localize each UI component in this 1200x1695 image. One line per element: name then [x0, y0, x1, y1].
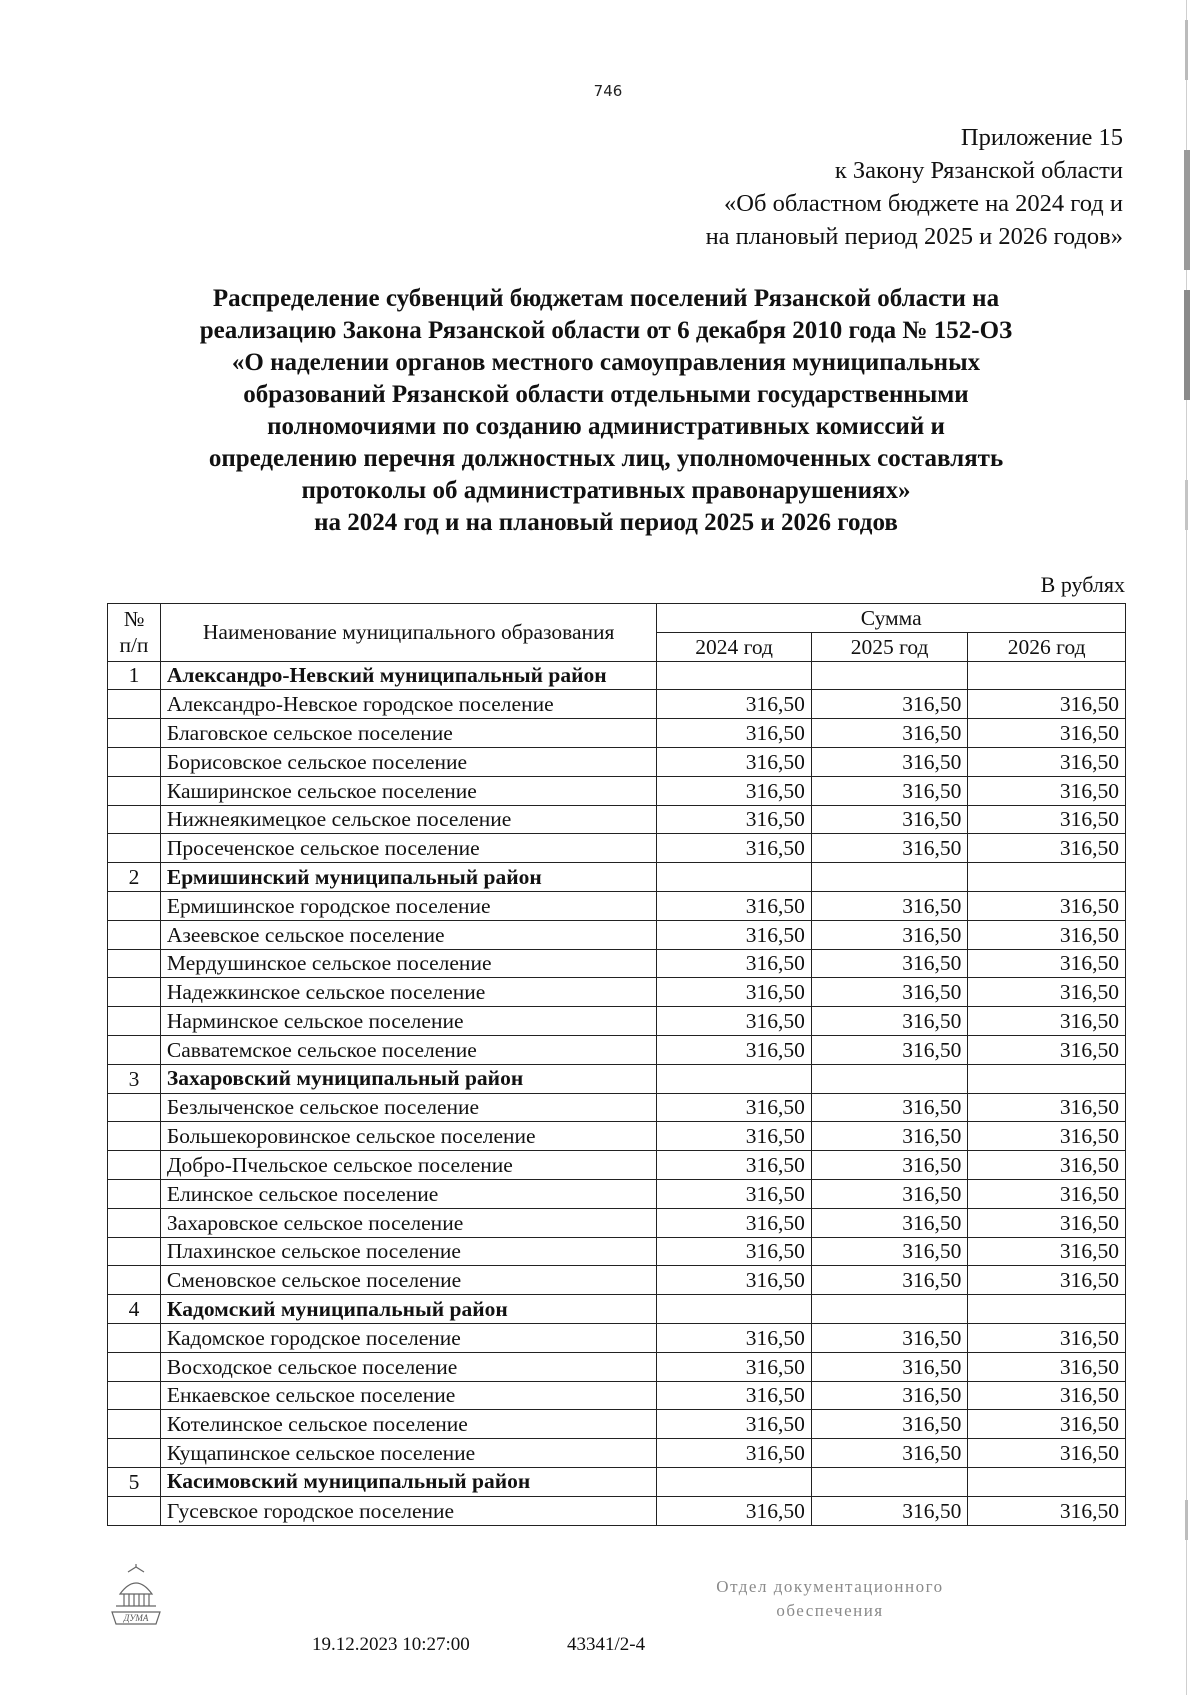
settlement-row	[108, 891, 1126, 920]
settlement-row	[108, 805, 1126, 834]
duma-seal-icon	[106, 1564, 166, 1626]
value-2026: 316,50	[968, 1381, 1126, 1410]
value-2026: 316,50	[968, 949, 1126, 978]
value-2026	[968, 1064, 1126, 1093]
document-title	[106, 283, 1106, 539]
value-2026	[968, 1467, 1126, 1496]
row-number	[108, 891, 161, 920]
value-2026	[968, 661, 1126, 690]
row-number	[108, 949, 161, 978]
row-name: Захаровское сельское поселение	[160, 1208, 657, 1237]
registration-timestamp: 19.12.2023 10:27:00	[312, 1634, 470, 1655]
settlement-row	[108, 920, 1126, 949]
settlement-row	[108, 719, 1126, 748]
value-2026: 316,50	[968, 978, 1126, 1007]
value-2026: 316,50	[968, 1439, 1126, 1468]
value-2025	[811, 1467, 968, 1496]
value-2025: 316,50	[811, 1439, 968, 1468]
value-2024: 316,50	[657, 719, 811, 748]
value-2025: 316,50	[811, 949, 968, 978]
row-number: 5	[108, 1467, 161, 1496]
row-name: Азеевское сельское поселение	[160, 920, 657, 949]
appendix-line: «Об областном бюджете на 2024 год и	[724, 190, 1123, 217]
row-name: Савватемское сельское поселение	[160, 1035, 657, 1064]
settlement-row	[108, 978, 1126, 1007]
value-2025: 316,50	[811, 1381, 968, 1410]
value-2024	[657, 661, 811, 690]
value-2025	[811, 863, 968, 892]
value-2026	[968, 863, 1126, 892]
value-2024: 316,50	[657, 1035, 811, 1064]
row-number	[108, 1007, 161, 1036]
row-number	[108, 690, 161, 719]
value-2025: 316,50	[811, 978, 968, 1007]
header-num: № п/п	[108, 604, 161, 662]
value-2026: 316,50	[968, 1151, 1126, 1180]
value-2025: 316,50	[811, 1122, 968, 1151]
value-2026: 316,50	[968, 805, 1126, 834]
value-2026: 316,50	[968, 747, 1126, 776]
row-number	[108, 834, 161, 863]
row-name: Нарминское сельское поселение	[160, 1007, 657, 1036]
value-2026: 316,50	[968, 891, 1126, 920]
settlement-row	[108, 1122, 1126, 1151]
value-2026: 316,50	[968, 1410, 1126, 1439]
table-body	[108, 661, 1126, 1525]
department-stamp	[700, 1575, 960, 1623]
row-number	[108, 1237, 161, 1266]
value-2025: 316,50	[811, 891, 968, 920]
value-2025	[811, 661, 968, 690]
settlement-row	[108, 747, 1126, 776]
value-2026: 316,50	[968, 690, 1126, 719]
settlement-row	[108, 1035, 1126, 1064]
appendix-line: на плановый период 2025 и 2026 годов»	[705, 223, 1123, 250]
row-number	[108, 1093, 161, 1122]
value-2026: 316,50	[968, 1237, 1126, 1266]
settlement-row	[108, 1007, 1126, 1036]
value-2026: 316,50	[968, 1323, 1126, 1352]
row-name: Плахинское сельское поселение	[160, 1237, 657, 1266]
appendix-line: Приложение 15	[960, 124, 1123, 151]
district-row	[108, 661, 1126, 690]
value-2024	[657, 1295, 811, 1324]
units-label: В рублях	[1040, 572, 1125, 597]
value-2025: 316,50	[811, 1496, 968, 1525]
row-number: 2	[108, 863, 161, 892]
row-name: Большекоровинское сельское поселение	[160, 1122, 657, 1151]
row-name: Кущапинское сельское поселение	[160, 1439, 657, 1468]
value-2024: 316,50	[657, 1496, 811, 1525]
settlement-row	[108, 690, 1126, 719]
row-number: 1	[108, 661, 161, 690]
value-2026: 316,50	[968, 1035, 1126, 1064]
value-2026	[968, 1295, 1126, 1324]
value-2024: 316,50	[657, 1266, 811, 1295]
row-name: Ермишинский муниципальный район	[160, 863, 657, 892]
row-number	[108, 978, 161, 1007]
title-line: Распределение субвенций бюджетам поселений Рязанской области на	[212, 285, 1000, 312]
row-number	[108, 1122, 161, 1151]
value-2026: 316,50	[968, 1007, 1126, 1036]
value-2024: 316,50	[657, 1381, 811, 1410]
settlement-row	[108, 776, 1126, 805]
value-2025: 316,50	[811, 1179, 968, 1208]
row-number	[108, 719, 161, 748]
title-line: полномочиями по созданию административных комиссий и	[267, 413, 945, 440]
row-number	[108, 1410, 161, 1439]
row-number	[108, 805, 161, 834]
value-2025: 316,50	[811, 1323, 968, 1352]
header-year-2026: 2026 год	[968, 632, 1126, 661]
value-2024: 316,50	[657, 1007, 811, 1036]
value-2025: 316,50	[811, 747, 968, 776]
row-number: 3	[108, 1064, 161, 1093]
value-2025: 316,50	[811, 1208, 968, 1237]
value-2025: 316,50	[811, 719, 968, 748]
value-2024: 316,50	[657, 747, 811, 776]
value-2026: 316,50	[968, 719, 1126, 748]
district-row	[108, 1295, 1126, 1324]
row-name: Александро-Невский муниципальный район	[160, 661, 657, 690]
row-name: Добро-Пчельское сельское поселение	[160, 1151, 657, 1180]
row-name: Котелинское сельское поселение	[160, 1410, 657, 1439]
row-name: Безлыченское сельское поселение	[160, 1093, 657, 1122]
stamp-line: обеспечения	[776, 1601, 884, 1620]
value-2026: 316,50	[968, 1496, 1126, 1525]
row-name: Кадомское городское поселение	[160, 1323, 657, 1352]
appendix-reference	[423, 121, 1123, 253]
settlement-row	[108, 1381, 1126, 1410]
title-line: определению перечня должностных лиц, уполномоченных составлять	[208, 445, 1004, 472]
value-2025: 316,50	[811, 1035, 968, 1064]
row-name: Каширинское сельское поселение	[160, 776, 657, 805]
appendix-line: к Закону Рязанской области	[834, 157, 1123, 184]
value-2026: 316,50	[968, 1093, 1126, 1122]
value-2024: 316,50	[657, 978, 811, 1007]
value-2025: 316,50	[811, 1266, 968, 1295]
value-2026: 316,50	[968, 1122, 1126, 1151]
title-line: протоколы об административных правонарушениях»	[301, 477, 911, 504]
value-2024	[657, 1064, 811, 1093]
header-year-2025: 2025 год	[811, 632, 968, 661]
value-2025	[811, 1064, 968, 1093]
value-2024: 316,50	[657, 1410, 811, 1439]
registration-code: 43341/2-4	[567, 1634, 646, 1655]
row-name: Кадомский муниципальный район	[160, 1295, 657, 1324]
value-2025: 316,50	[811, 1151, 968, 1180]
value-2024: 316,50	[657, 776, 811, 805]
row-number	[108, 1352, 161, 1381]
value-2024: 316,50	[657, 1439, 811, 1468]
value-2024: 316,50	[657, 1122, 811, 1151]
value-2024: 316,50	[657, 1323, 811, 1352]
settlement-row	[108, 1208, 1126, 1237]
value-2024: 316,50	[657, 1208, 811, 1237]
value-2024: 316,50	[657, 1093, 811, 1122]
settlement-row	[108, 1323, 1126, 1352]
value-2024: 316,50	[657, 920, 811, 949]
value-2025	[811, 1295, 968, 1324]
settlement-row	[108, 1410, 1126, 1439]
settlement-row	[108, 1151, 1126, 1180]
value-2026: 316,50	[968, 1352, 1126, 1381]
value-2025: 316,50	[811, 776, 968, 805]
row-number	[108, 747, 161, 776]
stamp-line: Отдел документационного	[716, 1577, 944, 1596]
value-2024: 316,50	[657, 891, 811, 920]
row-name: Восходское сельское поселение	[160, 1352, 657, 1381]
row-name: Сменовское сельское поселение	[160, 1266, 657, 1295]
row-number	[108, 1035, 161, 1064]
value-2024: 316,50	[657, 690, 811, 719]
value-2024: 316,50	[657, 1237, 811, 1266]
value-2024: 316,50	[657, 949, 811, 978]
title-line: реализацию Закона Рязанской области от 6 декабря 2010 года № 152-ОЗ	[199, 317, 1013, 344]
value-2026: 316,50	[968, 1208, 1126, 1237]
settlement-row	[108, 1179, 1126, 1208]
row-number	[108, 1266, 161, 1295]
row-number	[108, 1439, 161, 1468]
page-number: 746	[593, 82, 623, 100]
value-2024	[657, 863, 811, 892]
value-2025: 316,50	[811, 1352, 968, 1381]
header-sum: Сумма	[657, 604, 1126, 633]
row-number: 4	[108, 1295, 161, 1324]
value-2024	[657, 1467, 811, 1496]
value-2024: 316,50	[657, 1352, 811, 1381]
row-name: Просеченское сельское поселение	[160, 834, 657, 863]
row-number	[108, 1381, 161, 1410]
value-2026: 316,50	[968, 920, 1126, 949]
value-2025: 316,50	[811, 920, 968, 949]
row-number	[108, 776, 161, 805]
title-line: на 2024 год и на плановый период 2025 и 2026 годов	[314, 509, 898, 536]
value-2026: 316,50	[968, 1266, 1126, 1295]
title-line: «О наделении органов местного самоуправления муниципальных	[231, 349, 981, 376]
value-2026: 316,50	[968, 1179, 1126, 1208]
value-2025: 316,50	[811, 805, 968, 834]
value-2025: 316,50	[811, 1237, 968, 1266]
district-row	[108, 1467, 1126, 1496]
row-number	[108, 1496, 161, 1525]
row-name: Захаровский муниципальный район	[160, 1064, 657, 1093]
district-row	[108, 1064, 1126, 1093]
row-name: Мердушинское сельское поселение	[160, 949, 657, 978]
row-name: Ермишинское городское поселение	[160, 891, 657, 920]
value-2025: 316,50	[811, 1410, 968, 1439]
value-2025: 316,50	[811, 1007, 968, 1036]
scan-edge-noise	[1184, 0, 1190, 1695]
row-number	[108, 920, 161, 949]
row-name: Енкаевское сельское поселение	[160, 1381, 657, 1410]
value-2024: 316,50	[657, 1151, 811, 1180]
value-2024: 316,50	[657, 1179, 811, 1208]
value-2024: 316,50	[657, 805, 811, 834]
value-2025: 316,50	[811, 1093, 968, 1122]
row-name: Александро-Невское городское поселение	[160, 690, 657, 719]
header-name: Наименование муниципального образования	[160, 604, 657, 662]
row-number	[108, 1151, 161, 1180]
row-name: Елинское сельское поселение	[160, 1179, 657, 1208]
row-number	[108, 1323, 161, 1352]
district-row	[108, 863, 1126, 892]
value-2024: 316,50	[657, 834, 811, 863]
row-name: Благовское сельское поселение	[160, 719, 657, 748]
value-2025: 316,50	[811, 690, 968, 719]
row-name: Касимовский муниципальный район	[160, 1467, 657, 1496]
row-number	[108, 1208, 161, 1237]
settlement-row	[108, 1439, 1126, 1468]
header-year-2024: 2024 год	[657, 632, 811, 661]
value-2026: 316,50	[968, 834, 1126, 863]
row-name: Надежкинское сельское поселение	[160, 978, 657, 1007]
settlement-row	[108, 1352, 1126, 1381]
value-2026: 316,50	[968, 776, 1126, 805]
settlement-row	[108, 1237, 1126, 1266]
settlement-row	[108, 949, 1126, 978]
title-line: образований Рязанской области отдельными государственными	[243, 381, 969, 408]
settlement-row	[108, 1496, 1126, 1525]
row-name: Борисовское сельское поселение	[160, 747, 657, 776]
settlement-row	[108, 834, 1126, 863]
subventions-table	[107, 603, 1126, 1526]
settlement-row	[108, 1266, 1126, 1295]
row-name: Гусевское городское поселение	[160, 1496, 657, 1525]
seal-text: ДУМА	[123, 1613, 149, 1623]
row-name: Нижнеякимецкое сельское поселение	[160, 805, 657, 834]
value-2025: 316,50	[811, 834, 968, 863]
settlement-row	[108, 1093, 1126, 1122]
row-number	[108, 1179, 161, 1208]
